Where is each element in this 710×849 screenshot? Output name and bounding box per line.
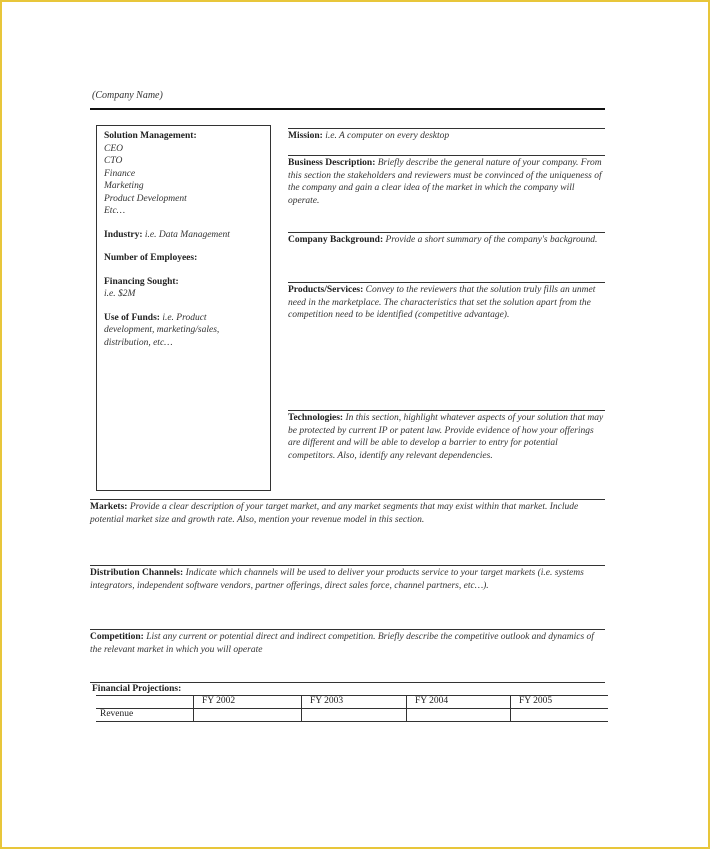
- markets-text: Provide a clear description of your target market, and any market segments that may exist within that market. Include potential market size and growth rate. Also, mention your revenue model in this section.: [90, 502, 579, 525]
- use-of-funds-value: i.e. Product: [159, 312, 207, 323]
- business-description-text: Briefly describe the general nature of your company. From this section the stakeholders and reviewers must be convinced of the uniqueness of the company and gain a clear idea of the market in which the company will operate.: [288, 158, 602, 206]
- solution-item: Marketing: [104, 181, 144, 191]
- products-services-text: Convey to the reviewers that the solution truly fills an unmet need in the marketplace. The characteristics that set the solution apart from the competition need to be identified (competitive advantage).: [288, 285, 596, 320]
- competition-text: List any current or potential direct and indirect competition. Briefly describe the competitive outlook and dynamics of the relevant market in which you will operate: [90, 632, 594, 655]
- distribution-channels-label: Distribution Channels:: [90, 568, 184, 578]
- distribution-channels-section: [90, 565, 605, 592]
- business-description-label: Business Description:: [288, 158, 376, 168]
- table-cell: [407, 709, 511, 722]
- mission-section: [288, 128, 605, 143]
- technologies-text: In this section, highlight whatever aspects of your solution that may be protected by current IP or patent law. Provide evidence of how your offerings are different and will be able to develop a barrier to entry for potential competitors. Also, identify any relevant dependencies.: [288, 413, 604, 461]
- financial-projections-title: Financial Projections:: [92, 684, 182, 694]
- financial-projections-table: [96, 695, 608, 722]
- use-of-funds-value: distribution, etc…: [104, 337, 173, 348]
- financial-rule: [90, 682, 605, 683]
- company-background-label: Company Background:: [288, 235, 384, 245]
- header-rule: [90, 108, 605, 110]
- mission-text: i.e. A computer on every desktop: [322, 131, 450, 141]
- products-services-label: Products/Services:: [288, 285, 364, 295]
- industry-block: [104, 229, 264, 242]
- competition-label: Competition:: [90, 632, 144, 642]
- markets-section: [90, 499, 605, 526]
- solution-item: Product Development: [104, 193, 187, 204]
- solution-management-label: Solution Management:: [104, 131, 197, 141]
- financing-value: i.e. $2M: [104, 289, 136, 299]
- competition-section: [90, 629, 605, 656]
- technologies-label: Technologies:: [288, 413, 344, 423]
- business-description-section: [288, 155, 605, 207]
- solution-item: Etc…: [104, 206, 126, 216]
- table-header-cell: FY 2003: [302, 696, 407, 709]
- markets-label: Markets:: [90, 502, 128, 512]
- table-header-row: [96, 696, 608, 709]
- financing-label: Financing Sought:: [104, 276, 179, 287]
- table-cell: [511, 709, 609, 722]
- employees-block: [104, 252, 264, 265]
- table-row: [96, 709, 608, 722]
- summary-sidebar: [96, 125, 271, 491]
- industry-value: i.e. Data Management: [142, 229, 230, 240]
- employees-label: Number of Employees:: [104, 253, 198, 263]
- table-cell: Revenue: [96, 709, 194, 722]
- mission-label: Mission:: [288, 131, 323, 141]
- table-cell: [194, 709, 302, 722]
- solution-item: Finance: [104, 168, 136, 179]
- use-of-funds-value: development, marketing/sales,: [104, 325, 220, 335]
- distribution-channels-text: Indicate which channels will be used to deliver your products service to your target markets (i.e. systems integrators, independent software vendors, partner offerings, direct sales force, channel partners, etc…).: [90, 568, 584, 591]
- solution-item: CTO: [104, 156, 123, 166]
- company-name: (Company Name): [92, 90, 163, 101]
- use-of-funds-block: [104, 312, 264, 350]
- solution-management-block: [104, 130, 264, 218]
- table-header-cell: FY 2005: [511, 696, 609, 709]
- use-of-funds-label: Use of Funds:: [104, 312, 160, 323]
- company-background-section: [288, 232, 605, 247]
- technologies-section: [288, 410, 605, 462]
- products-services-section: [288, 282, 605, 322]
- industry-label: Industry:: [104, 229, 143, 240]
- company-background-text: Provide a short summary of the company's background.: [383, 235, 598, 245]
- financing-block: [104, 276, 264, 301]
- solution-item: CEO: [104, 143, 123, 154]
- table-header-cell: FY 2004: [407, 696, 511, 709]
- table-header-cell: [96, 696, 194, 709]
- table-cell: [302, 709, 407, 722]
- table-header-cell: FY 2002: [194, 696, 302, 709]
